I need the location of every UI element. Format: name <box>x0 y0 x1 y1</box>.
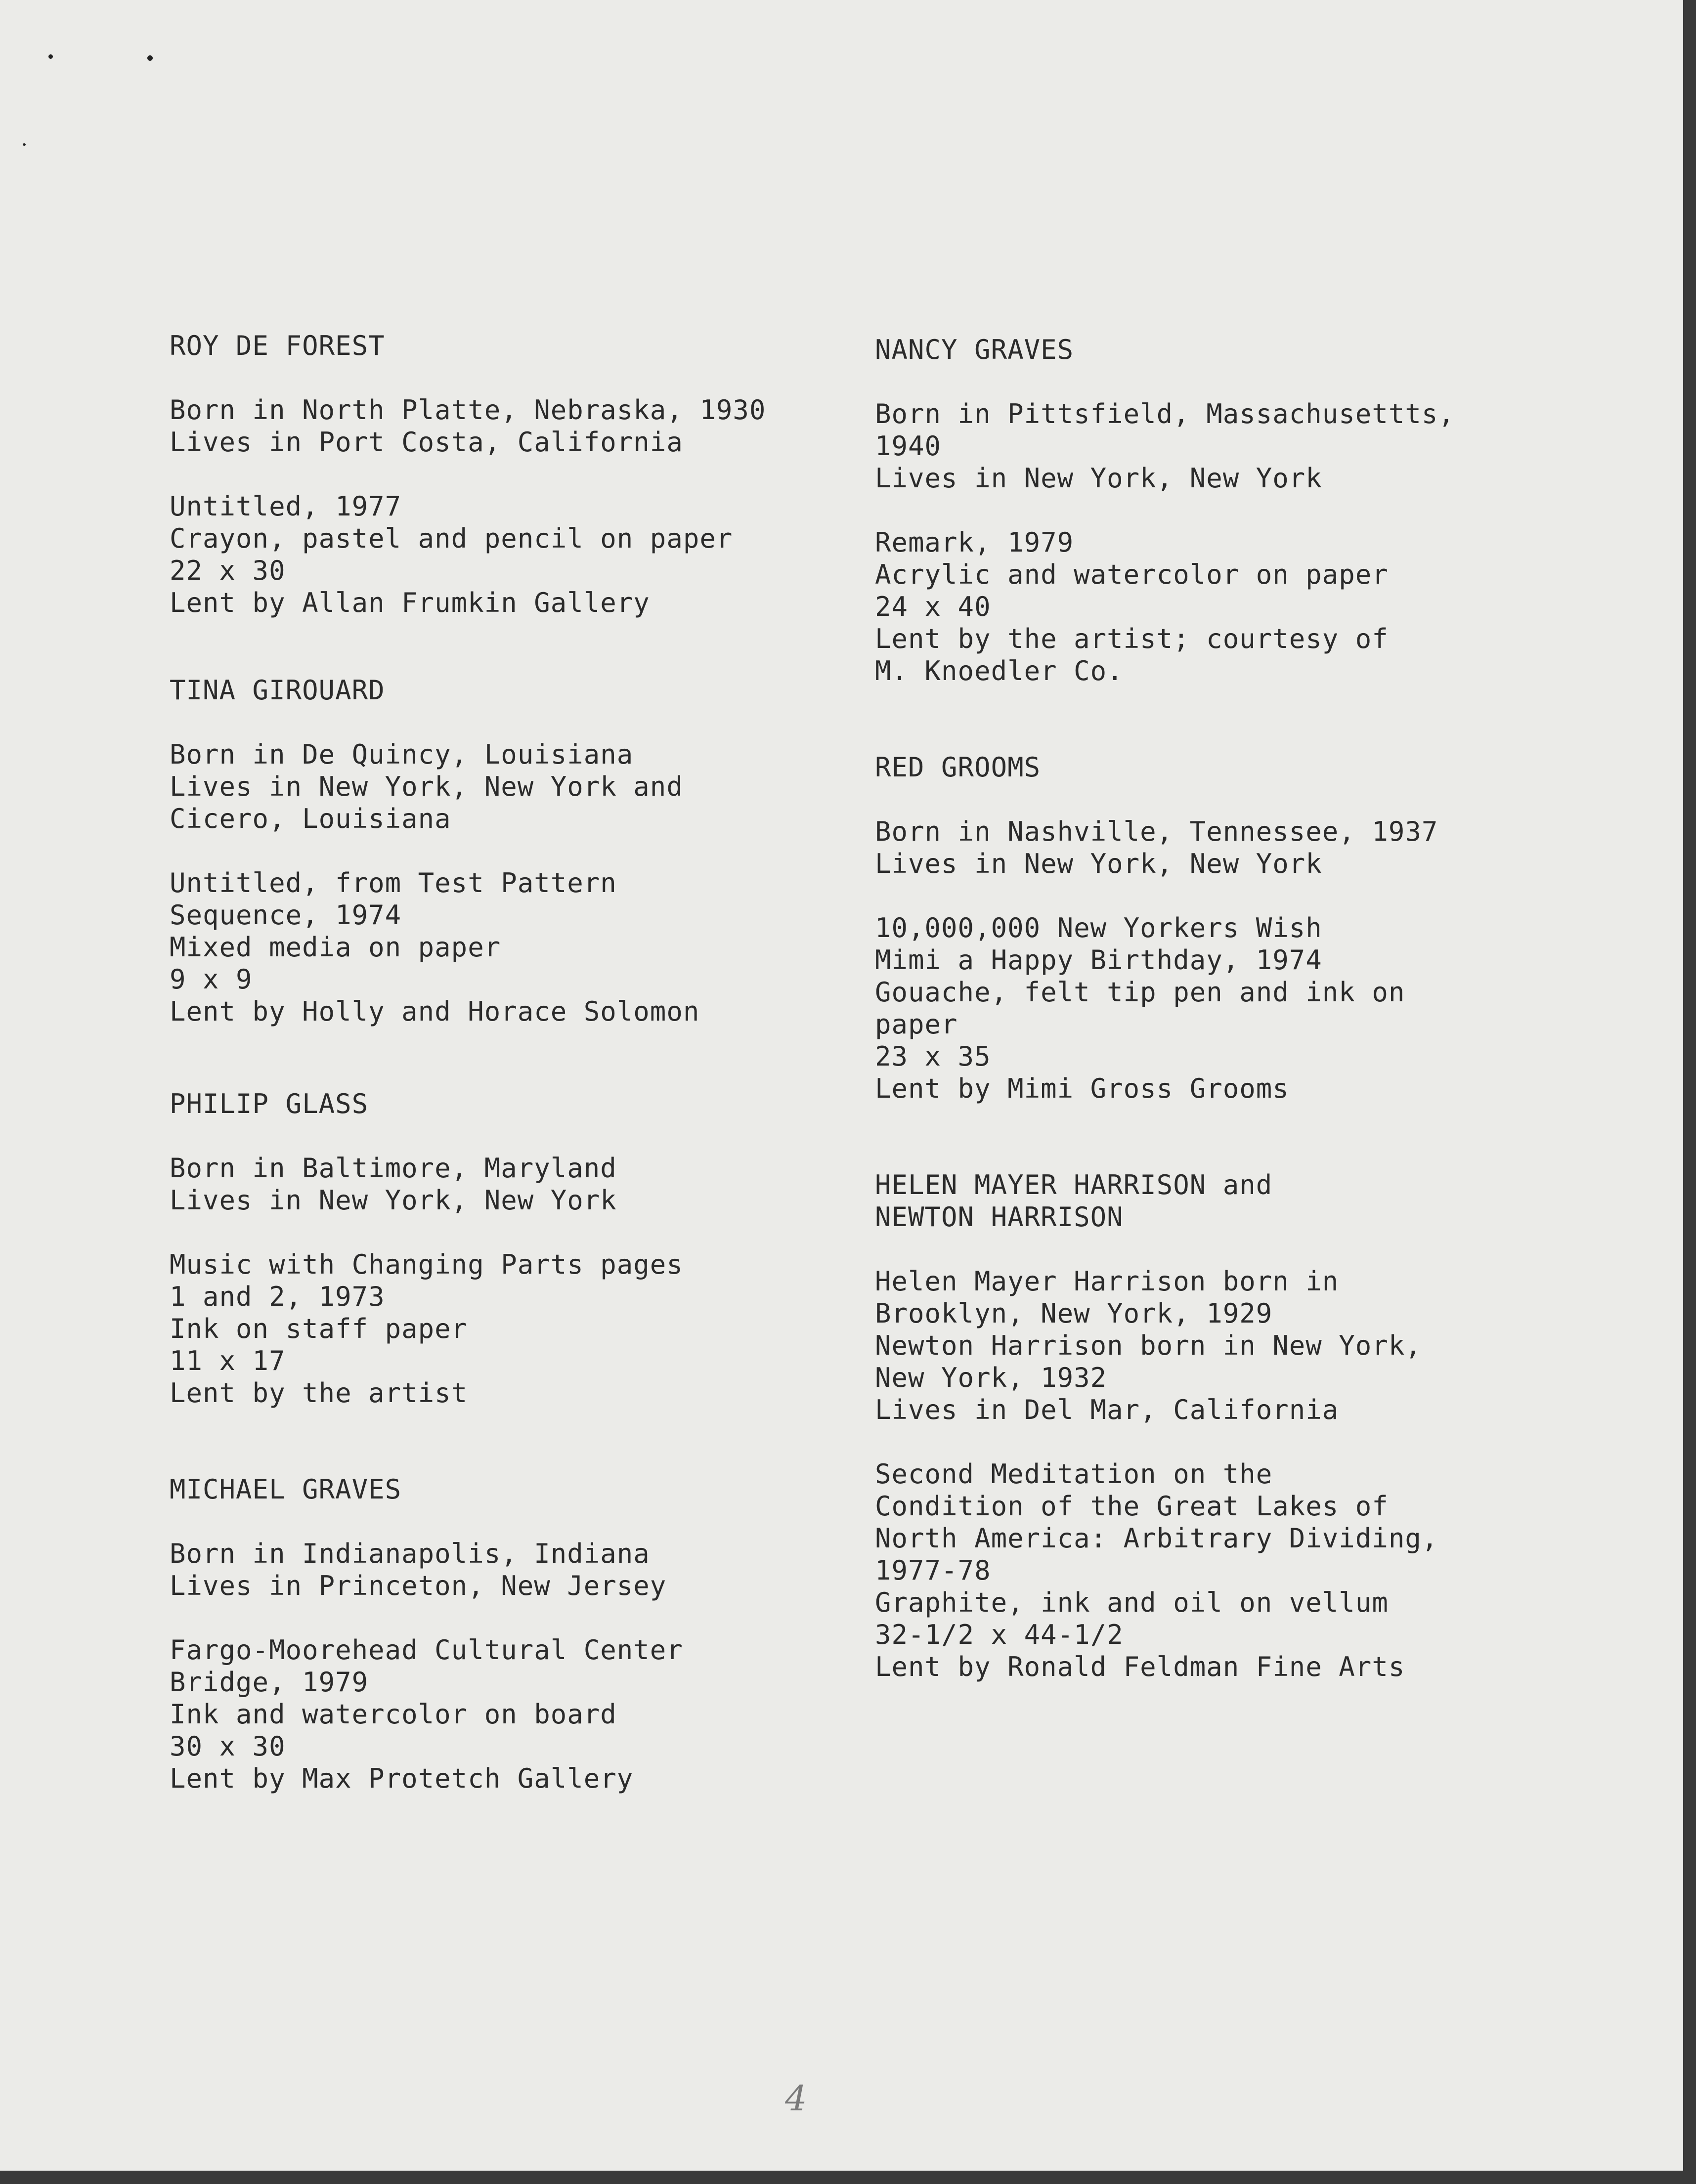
work-line: 32-1/2 x 44-1/2 <box>875 1619 1124 1650</box>
bio-line: Lives in New York, New York <box>875 463 1322 494</box>
work-line: Lent by Ronald Feldman Fine Arts <box>875 1651 1405 1682</box>
work-line: 1977-78 <box>875 1555 991 1586</box>
paper-speck <box>23 143 26 146</box>
artwork-details <box>170 1634 827 1795</box>
right-column <box>875 334 1532 1683</box>
bio-line: Brooklyn, New York, 1929 <box>875 1298 1273 1329</box>
left-column <box>170 330 827 1795</box>
artwork-details <box>875 526 1532 687</box>
artist-name: MICHAEL GRAVES <box>170 1474 402 1505</box>
page-number: 4 <box>785 2078 807 2119</box>
bio-line: Born in Pittsfield, Massachusettts, <box>875 398 1455 429</box>
work-line: 22 x 30 <box>170 555 286 586</box>
artist-entry-tina-girouard <box>170 674 827 1028</box>
bio-line: Lives in New York, New York and <box>170 771 683 802</box>
paper-speck <box>147 55 153 61</box>
work-line: 9 x 9 <box>170 964 253 995</box>
bio-line: Lives in Port Costa, California <box>170 427 683 458</box>
artist-bio <box>170 1152 827 1216</box>
artist-bio <box>875 398 1532 494</box>
artist-name: NANCY GRAVES <box>875 334 1074 365</box>
artist-bio <box>170 394 827 458</box>
artist-name-second-line: NEWTON HARRISON <box>875 1201 1124 1233</box>
work-line: 10,000,000 New Yorkers Wish <box>875 912 1322 943</box>
work-line: Crayon, pastel and pencil on paper <box>170 523 733 554</box>
bio-line: Born in Indianapolis, Indiana <box>170 1538 650 1569</box>
work-line: Fargo-Moorehead Cultural Center <box>170 1634 683 1666</box>
work-line: Lent by the artist; courtesy of <box>875 623 1389 654</box>
paper-speck <box>48 54 53 59</box>
artwork-details <box>170 490 827 619</box>
work-line: Untitled, from Test Pattern <box>170 867 617 899</box>
work-line: Lent by Mimi Gross Grooms <box>875 1073 1289 1104</box>
work-line: Condition of the Great Lakes of <box>875 1491 1389 1522</box>
work-line: Second Meditation on the <box>875 1458 1273 1490</box>
bio-line: Lives in New York, New York <box>170 1185 617 1216</box>
work-line: Mixed media on paper <box>170 932 501 963</box>
artwork-details <box>170 867 827 1028</box>
work-line: M. Knoedler Co. <box>875 655 1124 686</box>
artwork-details <box>875 1458 1532 1683</box>
artist-entry-harrison <box>875 1169 1532 1683</box>
work-line: 23 x 35 <box>875 1041 991 1072</box>
work-line: Lent by Holly and Horace Solomon <box>170 996 700 1027</box>
artist-entry-michael-graves <box>170 1473 827 1795</box>
artist-bio <box>170 1538 827 1602</box>
work-line: Ink and watercolor on board <box>170 1699 617 1730</box>
work-line: Acrylic and watercolor on paper <box>875 559 1389 590</box>
artist-name: ROY DE FOREST <box>170 330 385 361</box>
work-line: Graphite, ink and oil on vellum <box>875 1587 1389 1618</box>
work-line: 30 x 30 <box>170 1731 286 1762</box>
bio-line: Lives in Princeton, New Jersey <box>170 1570 667 1601</box>
artist-entry-red-grooms <box>875 751 1532 1105</box>
work-line: Sequence, 1974 <box>170 899 402 931</box>
work-line: Mimi a Happy Birthday, 1974 <box>875 944 1322 976</box>
work-line: Bridge, 1979 <box>170 1667 369 1698</box>
bio-line: Helen Mayer Harrison born in <box>875 1266 1339 1297</box>
bio-line: New York, 1932 <box>875 1362 1107 1393</box>
artwork-details <box>170 1248 827 1409</box>
artist-name: PHILIP GLASS <box>170 1088 369 1119</box>
bio-line: Born in Baltimore, Maryland <box>170 1153 617 1184</box>
work-line: 24 x 40 <box>875 591 991 622</box>
work-line: 11 x 17 <box>170 1345 286 1376</box>
work-line: Gouache, felt tip pen and ink on <box>875 977 1405 1008</box>
work-line: Ink on staff paper <box>170 1313 468 1344</box>
work-line: paper <box>875 1009 958 1040</box>
work-line: North America: Arbitrary Dividing, <box>875 1523 1438 1554</box>
artist-name: RED GROOMS <box>875 752 1041 783</box>
work-line: Remark, 1979 <box>875 527 1074 558</box>
work-line: Lent by Allan Frumkin Gallery <box>170 587 650 618</box>
artist-name: HELEN MAYER HARRISON and <box>875 1169 1273 1200</box>
artist-entry-philip-glass <box>170 1088 827 1409</box>
artist-name: TINA GIROUARD <box>170 675 385 706</box>
work-line: Lent by Max Protetch Gallery <box>170 1763 634 1794</box>
bio-line: Lives in New York, New York <box>875 848 1322 879</box>
bio-line: Born in Nashville, Tennessee, 1937 <box>875 816 1438 847</box>
artist-entry-nancy-graves <box>875 334 1532 687</box>
bio-line: Born in De Quincy, Louisiana <box>170 739 634 770</box>
bio-line: Lives in Del Mar, California <box>875 1394 1339 1425</box>
work-line: Untitled, 1977 <box>170 491 402 522</box>
work-line: 1 and 2, 1973 <box>170 1281 385 1312</box>
bio-line: Born in North Platte, Nebraska, 1930 <box>170 394 766 426</box>
artist-bio <box>875 815 1532 880</box>
bio-line: Newton Harrison born in New York, <box>875 1330 1422 1361</box>
work-line: Lent by the artist <box>170 1377 468 1409</box>
artist-entry-roy-de-forest <box>170 330 827 619</box>
artwork-details <box>875 912 1532 1105</box>
bio-line: 1940 <box>875 430 942 462</box>
artist-bio <box>875 1265 1532 1426</box>
bio-line: Cicero, Louisiana <box>170 803 451 834</box>
artist-bio <box>170 738 827 835</box>
work-line: Music with Changing Parts pages <box>170 1249 683 1280</box>
